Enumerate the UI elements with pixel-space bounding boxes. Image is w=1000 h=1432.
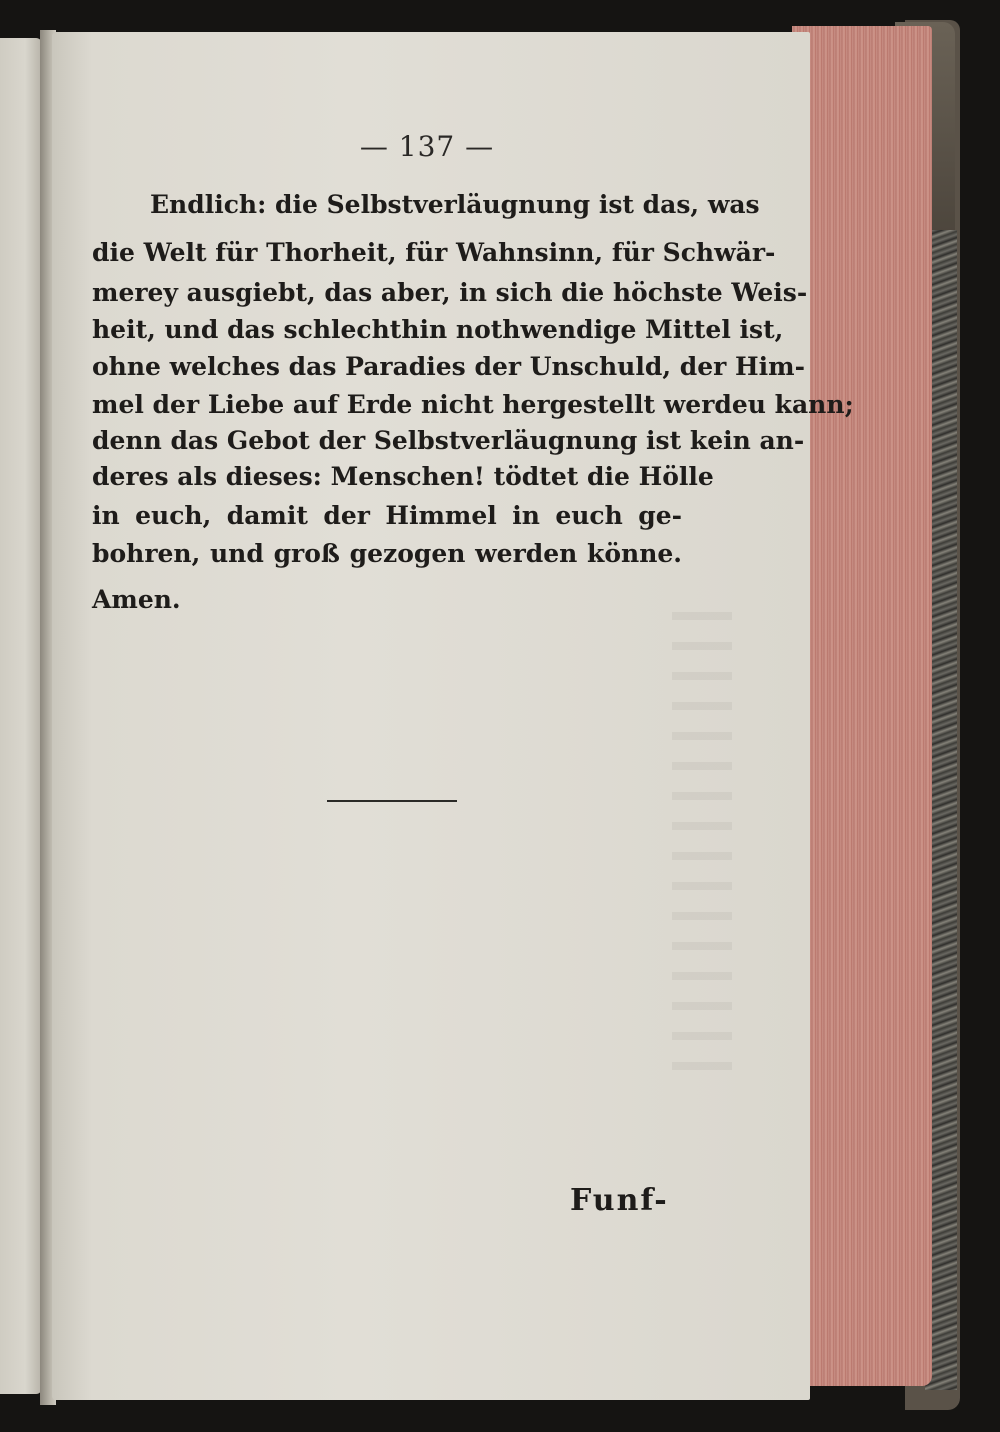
text-line: in euch, damit der Himmel in euch ge- — [92, 501, 682, 530]
text-line: merey ausgiebt, das aber, in sich die höchste Weis- — [92, 278, 808, 307]
text-line: denn das Gebot der Selbstverläugnung ist kein an- — [92, 426, 805, 455]
section-divider — [327, 800, 457, 802]
page-number: — 137 — — [359, 130, 495, 163]
text-line: deres als dieses: Menschen! tödtet die Hölle — [92, 462, 714, 491]
text-line: ohne welches das Paradies der Unschuld, der Him- — [92, 352, 805, 381]
text-line: heit, und das schlechthin nothwendige Mittel ist, — [92, 315, 784, 344]
text-line: die Welt für Thorheit, für Wahnsinn, für Schwär- — [92, 238, 776, 267]
text-line: Endlich: die Selbstverläugnung ist das, was — [150, 190, 760, 219]
text-line: mel der Liebe auf Erde nicht hergestellt werdeu kann; — [92, 390, 854, 419]
text-line: Amen. — [92, 585, 181, 614]
catchword: Funf- — [570, 1183, 669, 1218]
text-line: bohren, und groß gezogen werden könne. — [92, 539, 682, 568]
